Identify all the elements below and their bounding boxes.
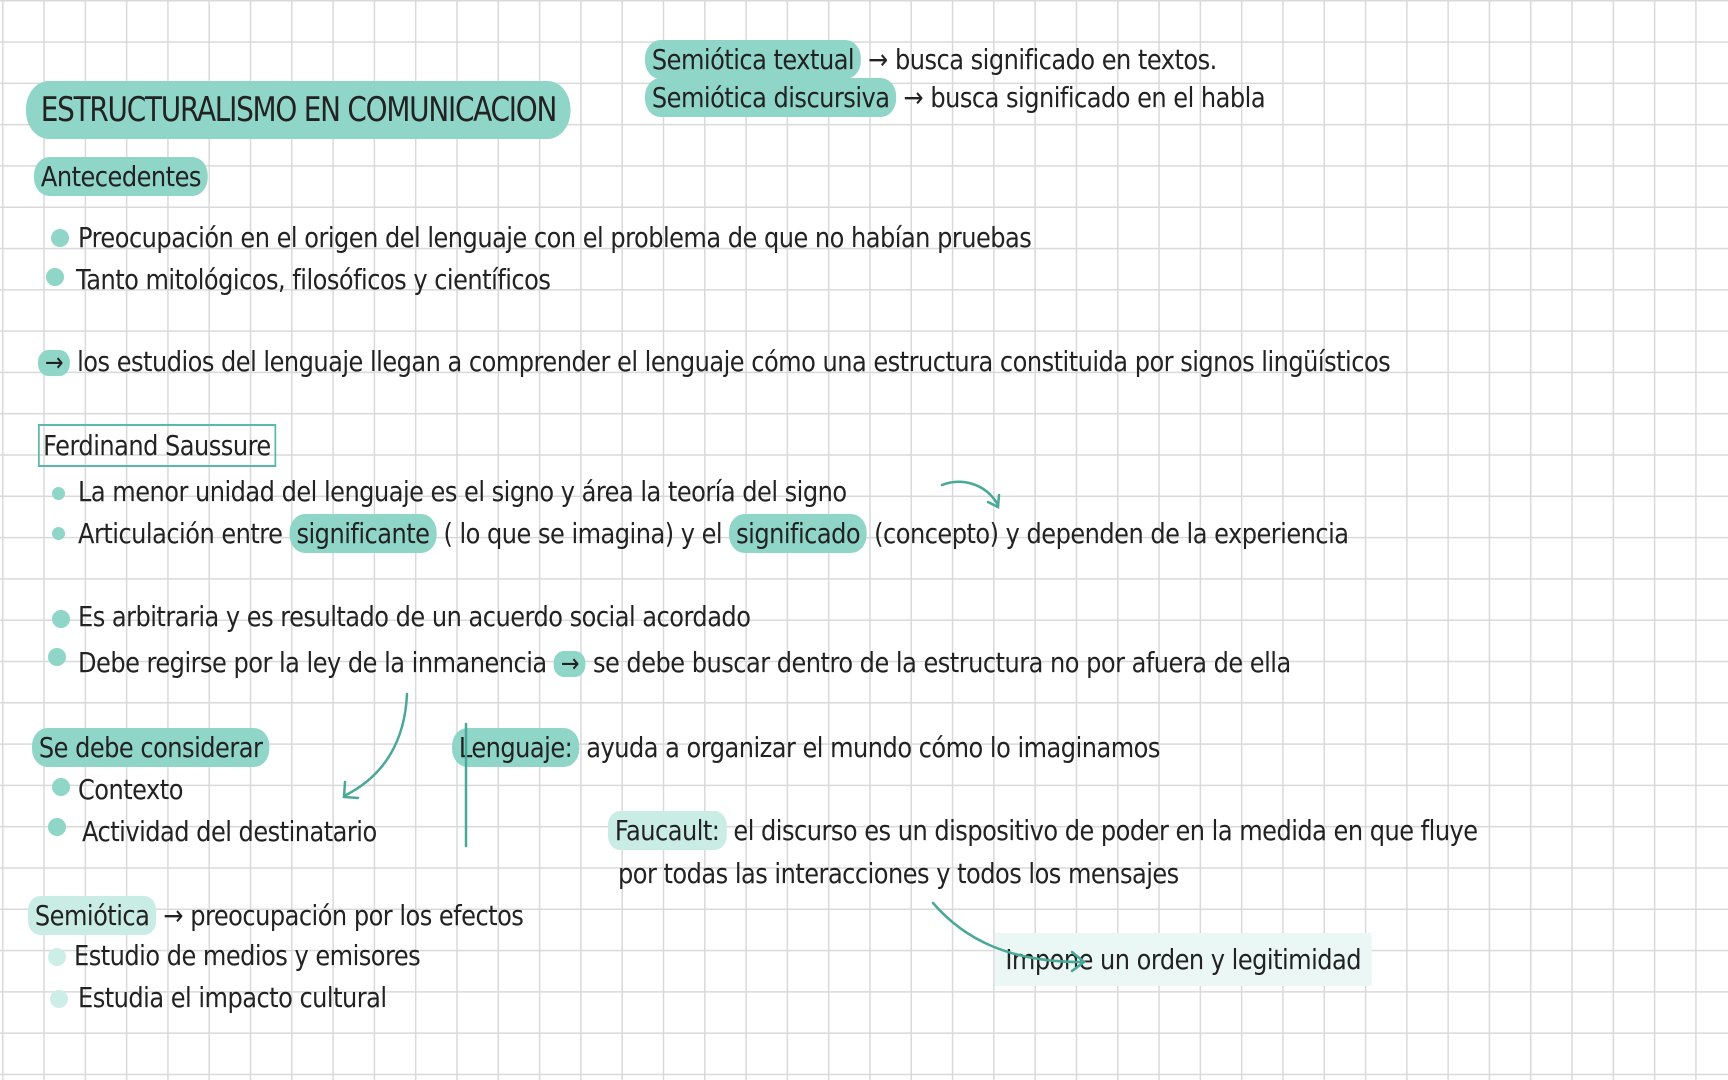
conclusion-text: los estudios del lenguaje llegan a comprender el lenguaje cómo una estructura constituida por signos lingüísticos	[77, 345, 1391, 378]
semiotica-textual-term: Semiótica textual	[645, 40, 861, 79]
saussure-item: Es arbitraria y es resultado de un acuerdo social acordado	[78, 600, 751, 633]
antecedentes-item: Tanto mitológicos, filosóficos y científicos	[76, 263, 551, 296]
semiotica-discursiva-text: busca significado en el habla	[930, 81, 1266, 114]
significante-term: significante	[290, 514, 437, 553]
semiotica-text: preocupación por los efectos	[190, 899, 524, 932]
curved-arrow-icon	[933, 903, 1082, 962]
saussure-heading-label: Ferdinand Saussure	[38, 424, 276, 467]
saussure-item-text: se debe buscar dentro de la estructura no por afuera de ella	[592, 646, 1291, 679]
arrow-icon: →	[554, 651, 586, 677]
saussure-item-text: ( lo que se imagina) y el	[443, 517, 723, 550]
faucault-result-label: Impone un orden y legitimidad	[995, 933, 1371, 986]
considerar-heading-label: Se debe considerar	[32, 728, 269, 767]
arrow-icon: →	[868, 43, 888, 76]
saussure-item-text: (concepto) y dependen de la experiencia	[874, 517, 1349, 550]
faucault-term: Faucault:	[608, 811, 726, 850]
significado-term: significado	[729, 514, 867, 553]
antecedentes-heading-label: Antecedentes	[34, 157, 208, 196]
arrow-icon: →	[163, 899, 184, 932]
saussure-item-text: Articulación entre	[78, 517, 283, 550]
considerar-item: Contexto	[78, 773, 183, 806]
arrow-icon: →	[38, 350, 70, 376]
semiotica-term: Semiótica	[28, 896, 156, 935]
semiotica-item: Estudia el impacto cultural	[78, 981, 387, 1014]
page-title: ESTRUCTURALISMO EN COMUNICACION	[26, 81, 571, 139]
saussure-item-text: Debe regirse por la ley de la inmanencia	[78, 646, 547, 679]
antecedentes-item: Preocupación en el origen del lenguaje con el problema de que no habían pruebas	[78, 221, 1032, 254]
lenguaje-term: Lenguaje:	[452, 728, 579, 767]
semiotica-item: Estudio de medios y emisores	[74, 939, 421, 972]
lenguaje-text: ayuda a organizar el mundo cómo lo imaginamos	[586, 731, 1160, 764]
faucault-line-2: por todas las interacciones y todos los mensajes	[618, 857, 1179, 890]
semiotica-discursiva-term: Semiótica discursiva	[645, 78, 896, 117]
semiotica-textual-text: busca significado en textos.	[894, 43, 1217, 76]
faucault-text: el discurso es un dispositivo de poder en la medida en que fluye	[733, 814, 1478, 847]
saussure-item: La menor unidad del lenguaje es el signo y área la teoría del signo	[78, 475, 847, 508]
arrow-icon: →	[903, 81, 924, 114]
considerar-item: Actividad del destinatario	[82, 815, 377, 848]
curved-arrow-icon	[346, 694, 407, 795]
